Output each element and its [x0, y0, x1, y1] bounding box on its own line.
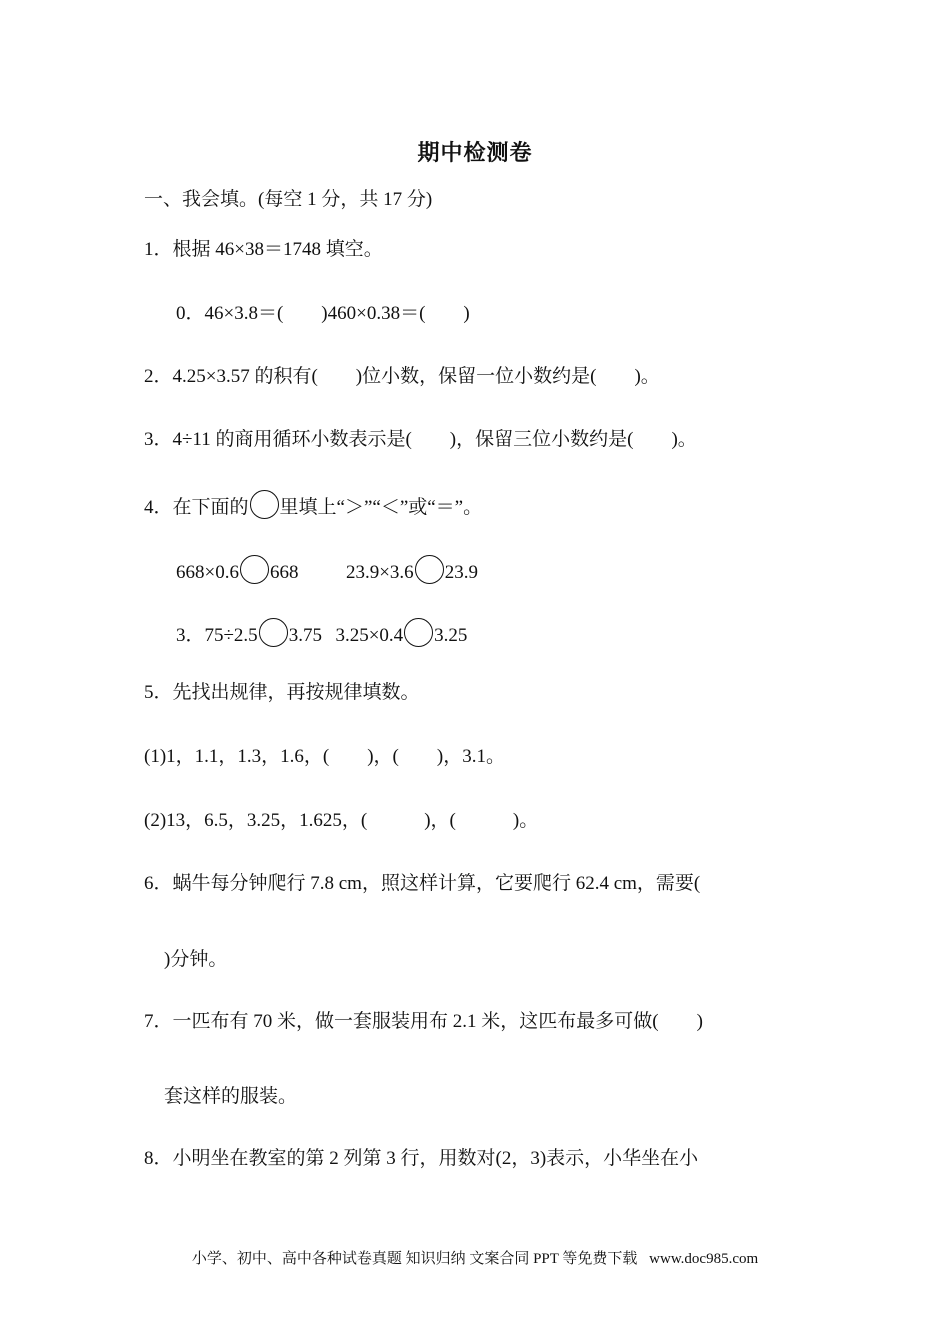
q5-part-1: (1)1，1.1，1.3，1.6，( )，( )，3.1。 — [144, 746, 505, 767]
answer-circle[interactable] — [415, 555, 444, 584]
q4-row-2 — [176, 618, 467, 648]
q4-expr-2-right: 23.9 — [444, 562, 478, 583]
question-7: 7．一匹布有 70 米，做一套服装用布 2.1 米，这匹布最多可做( ) — [144, 1011, 703, 1032]
answer-circle — [250, 490, 279, 519]
question-6: 6．蜗牛每分钟爬行 7.8 cm，照这样计算，它要爬行 62.4 cm，需要( — [144, 873, 701, 894]
q5-part-2: (2)13，6.5，3.25，1.625，( )，( )。 — [144, 810, 539, 831]
answer-circle[interactable] — [259, 618, 288, 647]
q4-expr-1-right: 668 — [269, 562, 299, 583]
q1-item-a: 0．46×3.8＝( ) — [176, 303, 328, 324]
footer-link[interactable]: www.doc985.com — [649, 1251, 759, 1267]
question-8: 8．小明坐在教室的第 2 列第 3 行，用数对(2，3)表示，小华坐在小 — [144, 1148, 699, 1169]
section-heading: 一、我会填。(每空 1 分，共 17 分) — [144, 189, 433, 210]
q4-expr-4-right: 3.25 — [434, 625, 468, 646]
page-title: 期中检测卷 — [417, 141, 533, 166]
q4-expr-3: 3．75÷2.5 — [176, 625, 258, 646]
question-2: 2．4.25×3.57 的积有( )位小数，保留一位小数约是( )。 — [144, 366, 660, 387]
question-5: 5．先找出规律，再按规律填数。 — [144, 682, 420, 703]
q4-expr-3-right: 3.75 — [288, 625, 322, 646]
answer-circle[interactable] — [240, 555, 269, 584]
answer-circle[interactable] — [404, 618, 433, 647]
q4-row-1 — [176, 555, 478, 585]
q4-expr-4: 3.25×0.4 — [335, 625, 404, 646]
question-3: 3．4÷11 的商用循环小数表示是( )，保留三位小数约是( )。 — [144, 429, 697, 450]
question-1-items — [176, 302, 470, 326]
question-7-cont: 套这样的服装。 — [164, 1086, 298, 1107]
question-1: 1．根据 46×38＝1748 填空。 — [144, 239, 383, 260]
page-footer — [0, 1247, 950, 1268]
question-6-cont: )分钟。 — [164, 949, 228, 970]
q4-expr-1: 668×0.6 — [176, 562, 239, 583]
q1-item-b: 460×0.38＝( ) — [327, 303, 470, 324]
footer-text: 小学、初中、高中各种试卷真题 知识归纳 文案合同 PPT 等免费下载 — [191, 1251, 638, 1267]
question-4 — [144, 490, 482, 520]
q4-expr-2: 23.9×3.6 — [345, 562, 414, 583]
q4-stem-b: 里填上“＞”“＜”或“＝”。 — [279, 497, 483, 518]
q4-stem-a: 4．在下面的 — [144, 497, 249, 518]
